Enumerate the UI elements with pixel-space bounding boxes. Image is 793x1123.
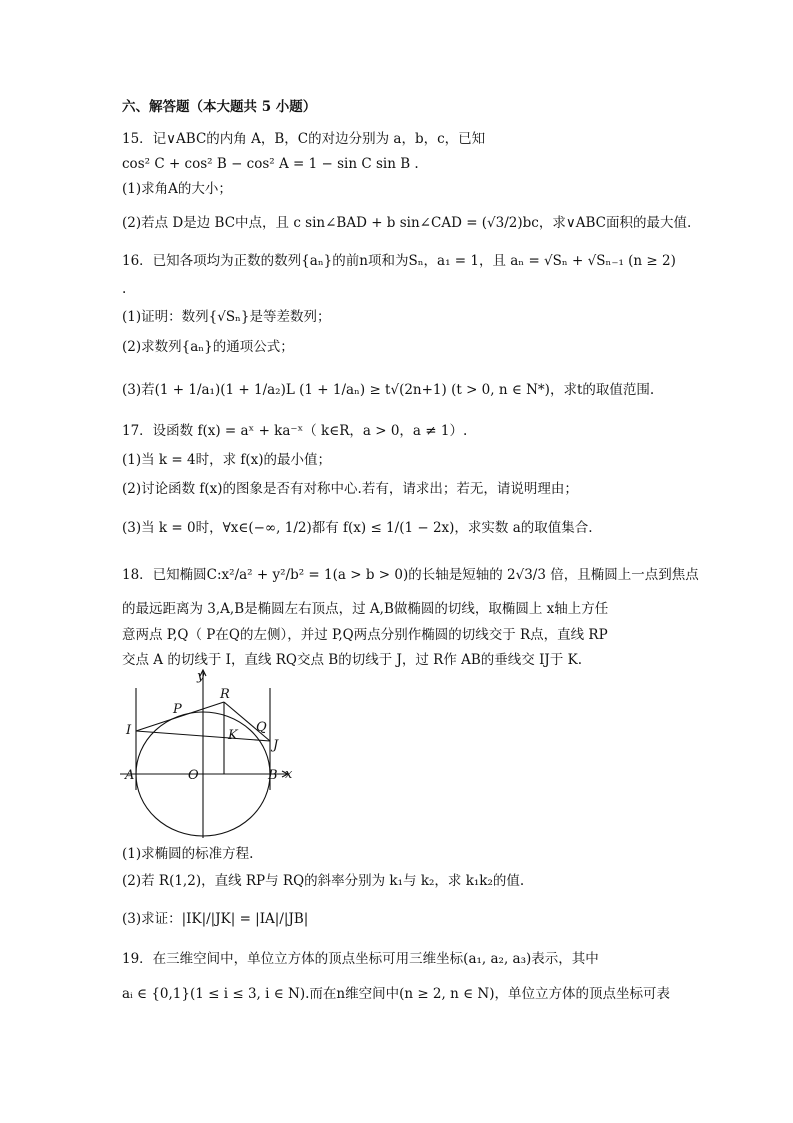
- q16-line-1: 16．已知各项均为正数的数列{aₙ}的前n项和为Sₙ，a₁ = 1，且 aₙ = √Sₙ + √Sₙ₋₁ (n ≥ 2): [122, 253, 676, 269]
- q18-line-2: 的最远距离为 3,A,B是椭圆左右顶点，过 A,B做椭圆的切线，取椭圆上 x轴上方任: [122, 601, 609, 617]
- label-Q: Q: [256, 720, 267, 735]
- q18-line-1: 18．已知椭圆C:x²/a² + y²/b² = 1(a > b > 0)的长轴是短轴的 2√3/3 倍，且椭圆上一点到焦点: [122, 567, 699, 583]
- q19-line-1: 19．在三维空间中，单位立方体的顶点坐标可用三维坐标(a₁, a₂, a₃)表示，其中: [122, 951, 599, 967]
- label-K: K: [228, 728, 238, 743]
- section-heading: 六、解答题（本大题共 5 小题）: [122, 99, 317, 115]
- q16-line-4: (2)求数列{aₙ}的通项公式；: [122, 339, 294, 355]
- q15-line-4: (2)若点 D是边 BC中点，且 c sin∠BAD + b sin∠CAD = (√3/2)bc，求∨ABC面积的最大值.: [122, 215, 692, 231]
- label-y: y: [197, 669, 205, 684]
- q17-line-1: 17．设函数 f(x) = aˣ + ka⁻ˣ（ k∈R，a > 0，a ≠ 1）.: [122, 423, 468, 439]
- q15-line-3: (1)求角A的大小；: [122, 181, 232, 197]
- q19-line-2: aᵢ ∈ {0,1}(1 ≤ i ≤ 3, i ∈ N).而在n维空间中(n ≥ 2, n ∈ N)，单位立方体的顶点坐标可表: [122, 986, 670, 1002]
- ellipse-tangent-diagram: [118, 668, 308, 840]
- q15-line-1: 15．记∨ABC的内角 A，B，C的对边分别为 a，b，c，已知: [122, 131, 486, 147]
- q17-line-3: (2)讨论函数 f(x)的图象是否有对称中心.若有，请求出；若无，请说明理由；: [122, 481, 578, 497]
- q18-line-7: (3)求证：|IK|/|JK| = |IA|/|JB|: [122, 911, 309, 927]
- label-O: O: [188, 768, 199, 783]
- q18-line-4: 交点 A 的切线于 I，直线 RQ交点 B的切线于 J，过 R作 AB的垂线交 IJ于 K.: [122, 652, 583, 668]
- label-B: B: [268, 768, 278, 783]
- q18-line-3: 意两点 P,Q（ P在Q的左侧），并过 P,Q两点分别作椭圆的切线交于 R点，直线 RP: [122, 627, 608, 643]
- q17-line-2: (1)当 k = 4时，求 f(x)的最小值；: [122, 452, 332, 468]
- q18-line-6: (2)若 R(1,2)，直线 RP与 RQ的斜率分别为 k₁与 k₂，求 k₁k₂的值.: [122, 873, 525, 889]
- label-R: R: [220, 687, 230, 702]
- label-x: x: [285, 767, 293, 782]
- label-P: P: [173, 702, 182, 717]
- q16-line-3: (1)证明：数列{√Sₙ}是等差数列；: [122, 309, 331, 325]
- label-I: I: [126, 723, 132, 738]
- q18-line-5: (1)求椭圆的标准方程.: [122, 846, 254, 862]
- q15-line-2: cos² C + cos² B − cos² A = 1 − sin C sin B .: [122, 156, 419, 172]
- label-J: J: [273, 738, 279, 753]
- q17-line-4: (3)当 k = 0时，∀x∈(−∞, 1/2)都有 f(x) ≤ 1/(1 − 2x)，求实数 a的取值集合.: [122, 520, 593, 536]
- q16-line-2: .: [122, 281, 127, 297]
- q16-line-5: (3)若(1 + 1/a₁)(1 + 1/a₂)L (1 + 1/aₙ) ≥ t√(2n+1) (t > 0, n ∈ N*)，求t的取值范围.: [122, 382, 655, 398]
- label-A: A: [125, 768, 135, 783]
